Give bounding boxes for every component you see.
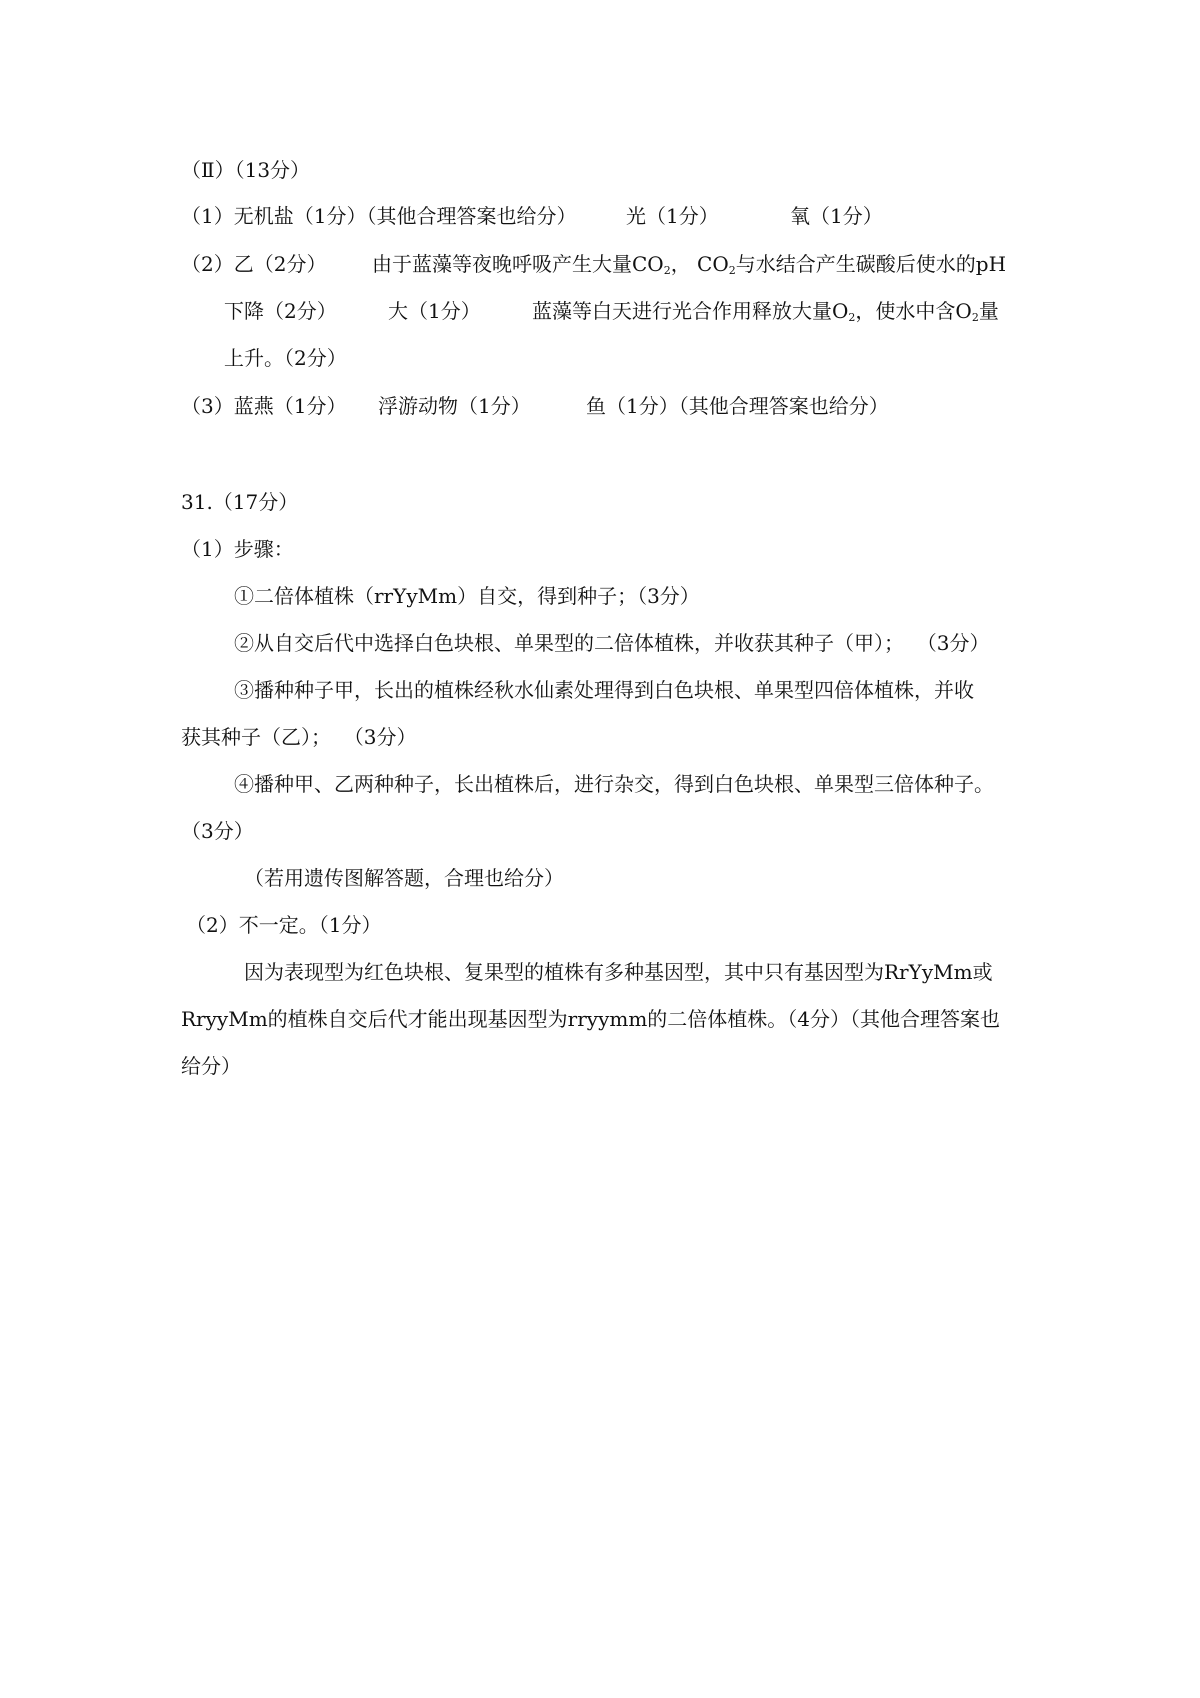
q31-part1-label: （1）步骤： bbox=[181, 537, 294, 561]
q31-step4-line2: （3分） bbox=[181, 819, 254, 843]
part2-q3-answer-c: 鱼（1分）（其他合理答案也给分） bbox=[586, 394, 889, 418]
part2-q2-line2-c: 蓝藻等白天进行光合作用释放大量$O_2$，使水中含$O_2$量 bbox=[532, 299, 999, 324]
part2-header: （Ⅱ）（13分） bbox=[181, 158, 311, 182]
q31-step3-line1: ③播种种子甲，长出的植株经秋水仙素处理得到白色块根、单果型四倍体植株，并收 bbox=[234, 678, 974, 702]
q31-part2-label: （2）不一定。（1分） bbox=[186, 913, 382, 937]
part2-q2-line2-b: 大（1分） bbox=[388, 299, 481, 323]
part2-q3-answer-b: 浮游动物（1分） bbox=[378, 394, 531, 418]
part2-q1-answer-oxygen: 氧（1分） bbox=[790, 204, 883, 228]
q31-part2-explanation-line3: 给分） bbox=[181, 1054, 241, 1078]
part2-q3-answer-a: （3）蓝燕（1分） bbox=[181, 394, 347, 418]
q31-step1: ①二倍体植株（rrYyMm）自交，得到种子；（3分） bbox=[234, 584, 700, 608]
part2-q1-answer: （1）无机盐（1分）（其他合理答案也给分） bbox=[181, 204, 577, 228]
q31-note: （若用遗传图解答题，合理也给分） bbox=[244, 866, 564, 890]
q31-part2-explanation-line2: RryyMm的植株自交后代才能出现基因型为rryymm的二倍体植株。（4分）（其他合理答案也 bbox=[181, 1007, 1001, 1031]
q31-header: 31.（17分） bbox=[181, 490, 299, 514]
part2-q2-line2-a: 下降（2分） bbox=[224, 299, 337, 323]
part2-q2-answer: （2）乙（2分） bbox=[181, 252, 327, 276]
q31-part2-explanation-line1: 因为表现型为红色块根、复果型的植株有多种基因型，其中只有基因型为RrYyMm或 bbox=[244, 960, 993, 984]
q31-step4-line1: ④播种甲、乙两种种子，长出植株后，进行杂交，得到白色块根、单果型三倍体种子。 bbox=[234, 772, 994, 796]
part2-q2-reason-line1: 由于蓝藻等夜晚呼吸产生大量$CO_2$， $CO_2$与水结合产生碳酸后使水的pH bbox=[372, 252, 1007, 277]
part2-q1-answer-light: 光（1分） bbox=[626, 204, 719, 228]
part2-q2-line3: 上升。（2分） bbox=[224, 346, 347, 370]
q31-step3-line2: 获其种子（乙）； （3分） bbox=[181, 725, 417, 749]
q31-step2: ②从自交后代中选择白色块根、单果型的二倍体植株，并收获其种子（甲）； （3分） bbox=[234, 631, 990, 655]
